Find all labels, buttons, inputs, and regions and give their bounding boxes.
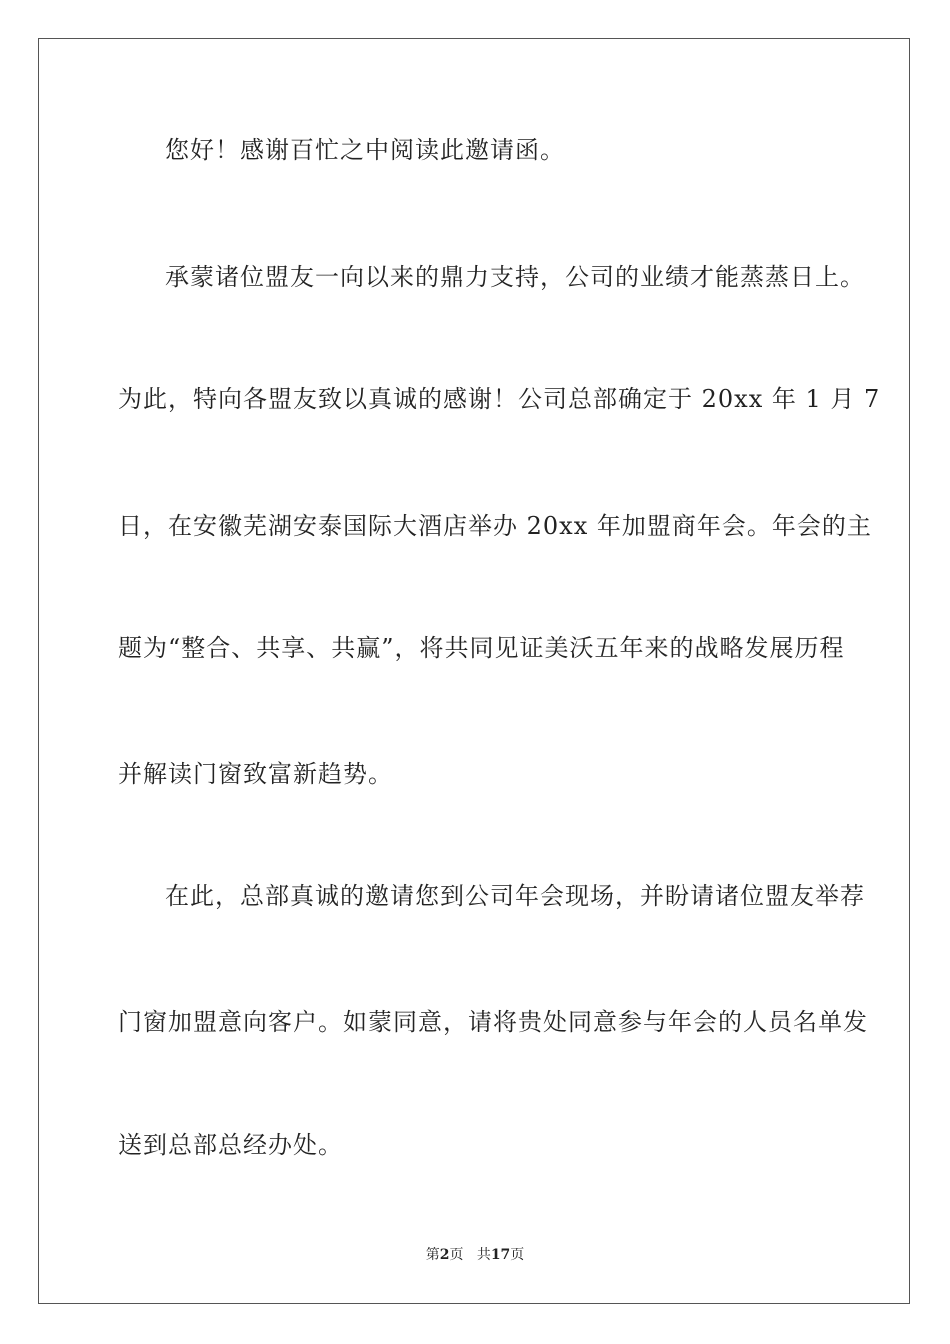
paragraph-line: 并解读门窗致富新趋势。 xyxy=(118,760,393,788)
footer-total-prefix: 共 xyxy=(476,1247,491,1263)
paragraph-line-greeting: 您好！感谢百忙之中阅读此邀请函。 xyxy=(165,136,565,164)
paragraph-line: 承蒙诸位盟友一向以来的鼎力支持，公司的业绩才能蒸蒸日上。 xyxy=(165,263,865,291)
footer-page-suffix: 页 xyxy=(449,1247,464,1263)
page-border xyxy=(38,38,910,1304)
paragraph-line: 在此，总部真诚的邀请您到公司年会现场，并盼请诸位盟友举荐 xyxy=(165,882,865,910)
paragraph-line: 送到总部总经办处。 xyxy=(118,1131,343,1159)
footer-total-pages: 17 xyxy=(490,1247,511,1263)
paragraph-line: 门窗加盟意向客户。如蒙同意，请将贵处同意参与年会的人员名单发 xyxy=(118,1008,868,1036)
paragraph-line: 题为“整合、共享、共赢”，将共同见证美沃五年来的战略发展历程 xyxy=(118,634,845,662)
paragraph-line: 日，在安徽芜湖安泰国际大酒店举办 20xx 年加盟商年会。年会的主 xyxy=(118,512,872,540)
paragraph-line: 为此，特向各盟友致以真诚的感谢！公司总部确定于 20xx 年 1 月 7 xyxy=(118,385,881,413)
footer-page-prefix: 第 xyxy=(425,1247,440,1263)
page-footer xyxy=(0,1246,950,1264)
footer-total-suffix: 页 xyxy=(510,1247,525,1263)
footer-page-number: 2 xyxy=(439,1247,450,1263)
